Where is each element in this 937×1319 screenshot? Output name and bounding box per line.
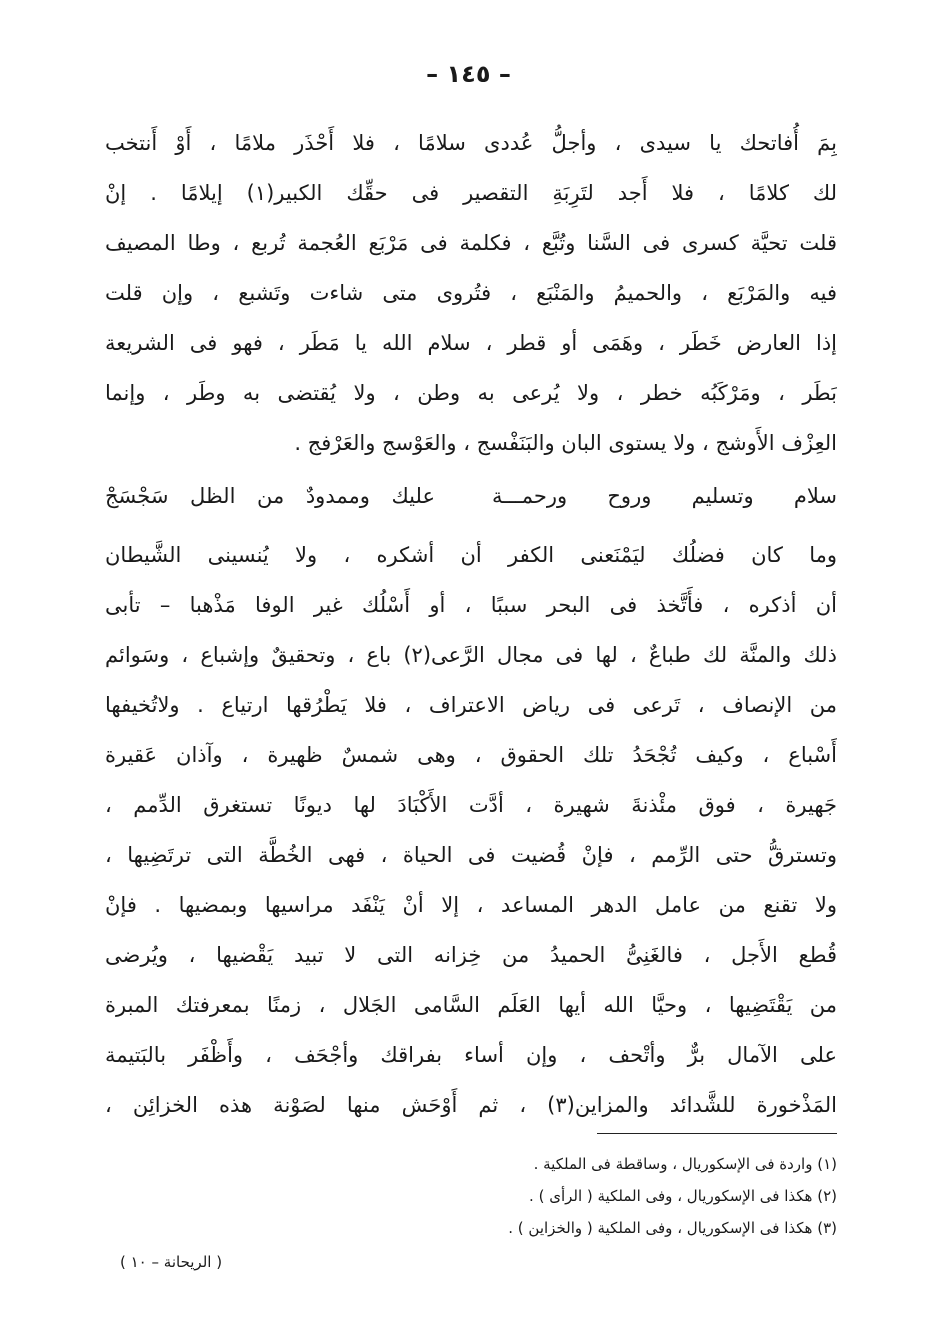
footnote-2: (٢) هكذا فى الإسكوريال ، وفى الملكية ( الرأى ) . <box>529 1187 837 1205</box>
text-line: وما كان فضلُك ليَمْنَعنى الكفر أن أشكره ، ولا يُنسينى الشَّيطان <box>105 543 837 567</box>
text-line: لك كلامًا ، فلا أَجد لتَرِبَةِ التقصير فى حقِّك الكبير(١) إيلامًا . إنْ <box>105 181 837 205</box>
paragraph-2 <box>105 530 837 1130</box>
footnote-1: (١) واردة فى الإسكوريال ، وساقطة فى الملكية . <box>533 1155 837 1173</box>
footnote-3: (٣) هكذا فى الإسكوريال ، وفى الملكية ( والخزاين ) . <box>508 1219 837 1237</box>
verse-line <box>105 474 837 518</box>
text-line: فيه والمَرْبَع ، والحميمُ والمَنْبَع ، فتُروى متى شاءت وتَشبع ، وإن قلت <box>105 281 837 305</box>
text-line: جَهيرة ، فوق مئْذنةَ شهيرة ، أدَّت الأَكْبَادَ لها ديونًا تستغرق الدِّمم ، <box>105 793 837 817</box>
text-line: من يَقْتَضِيها ، وحيَّا الله أيها العَلَم السَّامى الجَلال ، زمنًا بمعرفتك المبرة <box>105 993 837 1017</box>
footnotes <box>105 1148 837 1244</box>
text-line: من الإنصاف ، تَرعى فى رياض الاعتراف ، فلا يَطْرُقها ارتياع . ولاتُخيفها <box>105 693 837 717</box>
text-line: ولا تقنع من عامل الدهر المساعد ، إلا أنْ يَنْفَد مراسيها وبمضيها . فإنْ <box>105 893 837 917</box>
text-line: إذا العارض خَطَر ، وهَمَى أو قطر ، سلام الله يا مَطَر ، فهو فى الشريعة <box>105 331 837 355</box>
text-line: بِمَ أُفاتحك يا سيدى ، وأجلُّ عُددى سلامًا ، فلا أَحْذَر ملامًا ، أَوْ أَنتخب <box>105 131 837 155</box>
page-number: – ١٤٥ – <box>426 60 511 88</box>
footnote-divider <box>597 1133 837 1134</box>
text-line: بَطَر ، ومَرْكَبُه خطر ، ولا يُرعى به وطن ، ولا يُقتضى به وطَر ، وإنما <box>105 381 837 405</box>
signature-mark: ( الريحانة – ١٠ ) <box>120 1253 223 1271</box>
paragraph-1 <box>105 118 837 468</box>
text-line: المَذْخورة للشَّدائد والمزاين(٣) ، ثم أَوْحَش منها لصَوْنة هذه الخزائِن ، <box>105 1093 837 1117</box>
text-line: ذلك والمنَّة لك طباعٌ ، لها فى مجال الرَّعى(٢) باع ، وتحقيقٌ وإشباع ، وسَوائم <box>105 643 837 667</box>
verse-hemistich-1: سلام وتسليم وروح ورحمـــة <box>492 484 837 508</box>
text-line: على الآمال برٌّ وأتْحف ، وإن أساء بفراقك وأجْحَف ، وأَظْفَر بالبَتيمة <box>105 1043 837 1067</box>
text-line: قُطع الأَجل ، فالغَنِىُّ الحميدُ من خِزانه التى لا تبيد يَقْضيها ، ويُرضى <box>105 943 837 967</box>
text-line: العِزْف الأَوشج ، ولا يستوى البان والبَنَفْسج ، والعَوْسج والعَرْفج . <box>294 431 837 455</box>
text-line: أن أذكره ، فأَتَّخذ فى البحر سببًا ، أو أَسْلُك غير الوفا مَذْهبا – تأبى <box>105 593 837 617</box>
verse-hemistich-2: عليك وممدودٌ من الظل سَجْسَجْ <box>105 484 435 508</box>
text-line: قلت تحيَّة كسرى فى السَّنا وتُبَّع ، فكلمة فى مَرْبَع العُجمة تُربع ، وطا المصيف <box>105 231 837 255</box>
text-line: أَسْباع ، وكيف تُجْحَدُ تلك الحقوق ، وهى شمسٌ ظهيرة ، وآذان عَقيرة <box>105 743 837 767</box>
text-line: وتسترقُّ حتى الرِّمم ، فإنْ قُضيت فى الحياة ، فهى الخُطَّة التى ترتَضِيها ، <box>105 843 837 867</box>
